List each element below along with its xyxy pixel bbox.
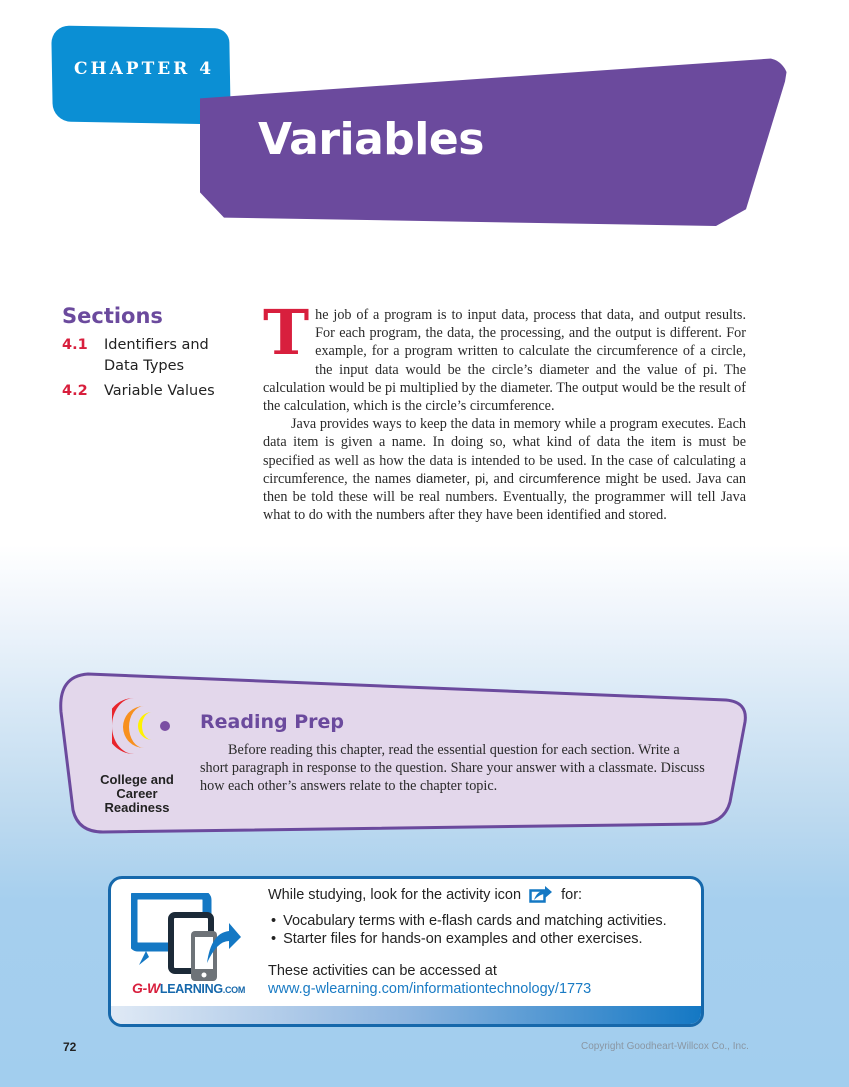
copyright-notice: Copyright Goodheart-Willcox Co., Inc. [581, 1041, 749, 1052]
sections-heading: Sections [62, 304, 163, 328]
chapter-label: CHAPTER 4 [74, 59, 215, 79]
page-number: 72 [63, 1040, 77, 1054]
logo-prefix: G-W [132, 980, 160, 996]
paragraph-text: might be used. Java can then be told these will be real numbers. Eventually, the programmer will tell Java what to do with the numbers after they have been identified and stored. [263, 470, 746, 524]
gw-bullet-list [271, 912, 667, 948]
devices-share-icon [131, 893, 241, 983]
reading-prep-text [200, 741, 710, 796]
drop-cap: T [263, 296, 310, 369]
gw-learning-logo [132, 980, 245, 996]
section-title: Identifiers and Data Types [104, 337, 209, 374]
reading-prep-title: Reading Prep [200, 711, 344, 733]
chapter-intro [263, 296, 746, 524]
college-career-readiness-icon [112, 694, 172, 758]
bullet-item: • Starter files for hands-on examples and other exercises. [271, 930, 667, 948]
term-pi: pi [474, 470, 486, 486]
college-career-readiness-label: College and Career Readiness [100, 772, 174, 815]
gw-intro [268, 885, 582, 903]
intro-text: While studying, look for the activity icon [268, 887, 522, 903]
chapter-title: Variables [258, 114, 484, 165]
separator: , [466, 470, 475, 487]
term-circumference: circumference [518, 470, 601, 486]
bullet-item: • Vocabulary terms with e-flash cards and matching activities. [271, 912, 667, 930]
term-diameter: diameter [415, 470, 467, 486]
reading-prep-paragraph: Before reading this chapter, read the essential question for each section. Write a short paragraph in response to the question. Share your answer with a classmate. Discuss how each other’s answers relate to the chapter topic. [200, 742, 705, 795]
intro-paragraph-1: he job of a program is to input data, process that data, and output results. For each program, the data, the processing, and the output is different. For example, for a program written to calculate the circumference of a circle, the input data would be the circle’s diameter and the value of pi. The calculation would be pi multiplied by the diameter. The output would be the result of the calculation, which is the circle’s circumference. [263, 307, 746, 415]
logo-suffix: .COM [222, 985, 246, 995]
access-text: These activities can be accessed at [268, 963, 497, 979]
intro-paragraph-2 [263, 415, 746, 524]
logo-main: LEARNING [159, 982, 223, 996]
intro-text: for: [561, 887, 583, 903]
section-title: Variable Values [104, 383, 215, 399]
section-number: 4.2 [62, 383, 88, 399]
activity-icon [529, 885, 553, 903]
gw-learning-box [108, 876, 704, 1027]
gw-gradient-bar [111, 1006, 701, 1024]
gw-access [268, 962, 591, 998]
paragraph-text: Java provides ways to keep the data in memory while a program executes. Each data item is given a name. In doing so, what kind of data the item is must be specified as well as how the data is intended to be used. In the case of calculating a circumference, the names [263, 416, 746, 487]
section-number: 4.1 [62, 337, 88, 353]
gw-learning-link[interactable]: www.g-wlearning.com/informationtechnology/1773 [268, 981, 592, 997]
separator: , and [485, 470, 519, 487]
